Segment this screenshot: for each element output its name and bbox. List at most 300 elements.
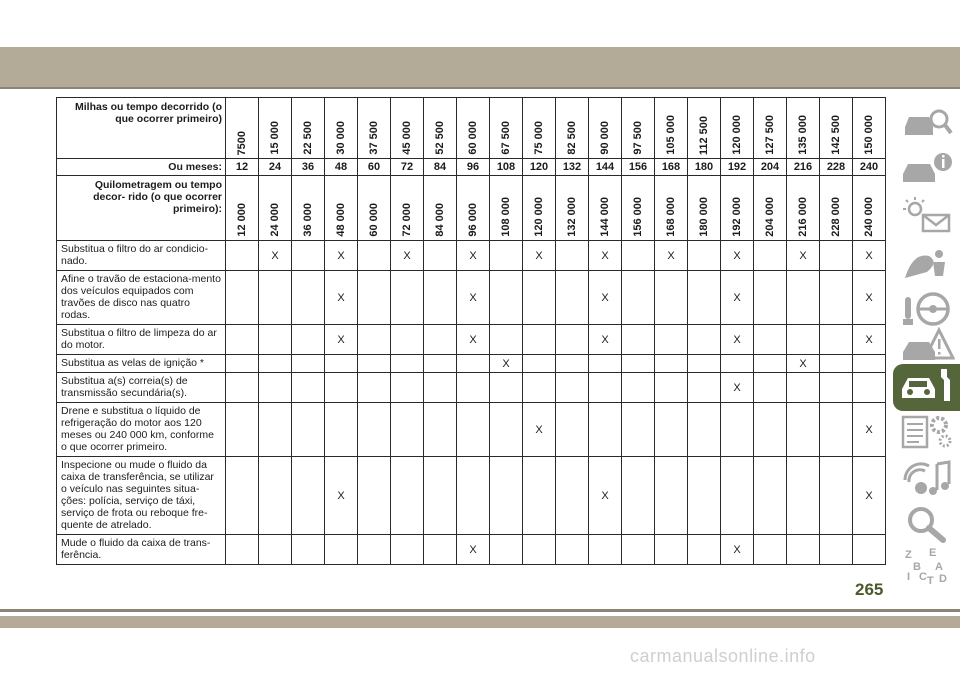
schedule-mark xyxy=(688,403,721,457)
bottom-decorative-band xyxy=(0,616,960,628)
schedule-mark xyxy=(754,457,787,535)
schedule-mark: X xyxy=(853,271,886,325)
schedule-mark: X xyxy=(589,271,622,325)
km-header-cell xyxy=(820,176,853,241)
schedule-mark xyxy=(226,355,259,373)
miles-value: 30 000 xyxy=(335,121,347,155)
km-value: 108 000 xyxy=(500,197,512,237)
schedule-mark xyxy=(424,457,457,535)
schedule-mark: X xyxy=(325,241,358,271)
km-value: 192 000 xyxy=(731,197,743,237)
km-value: 180 000 xyxy=(698,197,710,237)
km-value: 48 000 xyxy=(335,203,347,237)
top-decorative-band xyxy=(0,47,960,87)
svg-text:I: I xyxy=(906,571,910,583)
schedule-mark xyxy=(391,271,424,325)
schedule-mark xyxy=(424,403,457,457)
specifications-icon xyxy=(899,411,955,456)
schedule-mark xyxy=(391,403,424,457)
schedule-mark xyxy=(457,355,490,373)
schedule-mark xyxy=(259,403,292,457)
months-value: 180 xyxy=(688,159,721,176)
schedule-mark xyxy=(490,403,523,457)
schedule-mark xyxy=(292,403,325,457)
sidebar-tab-airbag-safety[interactable] xyxy=(893,241,960,288)
miles-header-cell xyxy=(226,98,259,159)
km-value: 120 000 xyxy=(533,197,545,237)
task-description: Inspecione ou mude o fluido da caixa de transferência, se utilizar o veículo nas seguintes situa-ções: polícia, serviço de táxi, serviço de frota ou reboque fre-quente de atrelado. xyxy=(57,457,226,535)
car-service-icon xyxy=(899,365,955,410)
miles-header-cell xyxy=(655,98,688,159)
miles-header-cell xyxy=(688,98,721,159)
schedule-mark xyxy=(424,373,457,403)
miles-header-cell xyxy=(325,98,358,159)
schedule-mark xyxy=(853,535,886,565)
schedule-mark xyxy=(523,325,556,355)
miles-header-cell xyxy=(853,98,886,159)
sidebar-tab-search-index[interactable] xyxy=(893,503,960,550)
km-value: 216 000 xyxy=(797,197,809,237)
schedule-mark xyxy=(424,325,457,355)
miles-value: 45 000 xyxy=(401,121,413,155)
svg-text:T: T xyxy=(926,575,934,586)
schedule-mark xyxy=(457,403,490,457)
schedule-mark xyxy=(325,355,358,373)
maintenance-schedule-table xyxy=(56,97,886,565)
schedule-mark xyxy=(259,325,292,355)
schedule-mark xyxy=(325,535,358,565)
miles-header-cell xyxy=(589,98,622,159)
months-value: 108 xyxy=(490,159,523,176)
schedule-mark xyxy=(820,535,853,565)
miles-value: 7500 xyxy=(236,130,248,155)
km-header-label: Quilometragem ou tempo decor- rido (o que ocorrer primeiro): xyxy=(57,176,226,241)
sidebar-tab-specifications[interactable] xyxy=(893,410,960,457)
schedule-mark xyxy=(292,457,325,535)
km-header-cell xyxy=(853,176,886,241)
km-header-cell xyxy=(622,176,655,241)
schedule-mark: X xyxy=(325,271,358,325)
schedule-mark: X xyxy=(721,241,754,271)
airbag-safety-icon xyxy=(899,242,955,287)
km-header-cell xyxy=(688,176,721,241)
sidebar-tab-car-inspection[interactable] xyxy=(893,100,960,147)
schedule-mark xyxy=(259,355,292,373)
km-header-cell xyxy=(655,176,688,241)
months-value: 48 xyxy=(325,159,358,176)
task-row xyxy=(57,271,886,325)
schedule-mark xyxy=(787,325,820,355)
schedule-mark: X xyxy=(853,241,886,271)
schedule-mark: X xyxy=(325,325,358,355)
schedule-mark xyxy=(655,535,688,565)
schedule-mark xyxy=(391,457,424,535)
schedule-mark xyxy=(688,271,721,325)
miles-value: 127 500 xyxy=(764,115,776,155)
schedule-mark xyxy=(391,325,424,355)
km-value: 96 000 xyxy=(467,203,479,237)
sidebar-tab-multimedia[interactable] xyxy=(893,457,960,504)
task-row xyxy=(57,355,886,373)
schedule-mark xyxy=(688,457,721,535)
km-header-cell xyxy=(490,176,523,241)
search-index-icon xyxy=(899,504,955,549)
miles-value: 90 000 xyxy=(599,121,611,155)
schedule-mark xyxy=(754,373,787,403)
schedule-mark xyxy=(292,271,325,325)
schedule-mark xyxy=(358,457,391,535)
months-value: 228 xyxy=(820,159,853,176)
km-value: 168 000 xyxy=(665,197,677,237)
schedule-mark: X xyxy=(457,271,490,325)
schedule-mark xyxy=(457,457,490,535)
months-row xyxy=(57,159,886,176)
schedule-mark: X xyxy=(655,241,688,271)
schedule-mark xyxy=(556,535,589,565)
km-header-cell xyxy=(754,176,787,241)
km-header-cell xyxy=(787,176,820,241)
km-value: 132 000 xyxy=(566,197,578,237)
schedule-mark xyxy=(424,271,457,325)
miles-value: 67 500 xyxy=(500,121,512,155)
schedule-mark xyxy=(226,403,259,457)
schedule-mark xyxy=(358,271,391,325)
miles-value: 112 500 xyxy=(698,115,710,155)
km-header-cell xyxy=(424,176,457,241)
miles-header-cell xyxy=(424,98,457,159)
miles-header-cell xyxy=(358,98,391,159)
task-description: Substitua a(s) correia(s) de transmissão secundária(s). xyxy=(57,373,226,403)
km-header-cell xyxy=(589,176,622,241)
task-description: Drene e substitua o líquido de refrigeração do motor aos 120 meses ou 240 000 km, conforme o que ocorrer primeiro. xyxy=(57,403,226,457)
schedule-mark xyxy=(754,355,787,373)
schedule-mark: X xyxy=(457,325,490,355)
schedule-mark xyxy=(853,355,886,373)
miles-header-row xyxy=(57,98,886,159)
km-value: 72 000 xyxy=(401,203,413,237)
task-row xyxy=(57,535,886,565)
schedule-mark xyxy=(292,373,325,403)
km-header-cell xyxy=(358,176,391,241)
km-header-cell xyxy=(556,176,589,241)
km-header-cell xyxy=(523,176,556,241)
miles-header-cell xyxy=(556,98,589,159)
months-value: 24 xyxy=(259,159,292,176)
schedule-mark xyxy=(622,457,655,535)
schedule-mark xyxy=(424,535,457,565)
schedule-mark xyxy=(721,457,754,535)
km-header-cell xyxy=(325,176,358,241)
svg-text:A: A xyxy=(934,561,943,573)
schedule-mark: X xyxy=(721,325,754,355)
schedule-mark xyxy=(787,373,820,403)
miles-value: 82 500 xyxy=(566,121,578,155)
task-description: Afine o travão de estaciona-mento dos veículos equipados com travões de disco nas quatro rodas. xyxy=(57,271,226,325)
miles-value: 97 500 xyxy=(632,121,644,155)
miles-value: 135 000 xyxy=(797,115,809,155)
sidebar-tab-warning-lights[interactable] xyxy=(893,194,960,241)
months-value: 12 xyxy=(226,159,259,176)
schedule-mark xyxy=(820,457,853,535)
schedule-mark xyxy=(259,271,292,325)
schedule-mark: X xyxy=(589,325,622,355)
schedule-mark xyxy=(655,373,688,403)
schedule-mark: X xyxy=(721,373,754,403)
schedule-mark xyxy=(490,373,523,403)
task-row xyxy=(57,403,886,457)
car-info-icon xyxy=(899,148,955,193)
schedule-mark xyxy=(655,355,688,373)
miles-header-cell xyxy=(391,98,424,159)
schedule-mark xyxy=(358,325,391,355)
svg-text:D: D xyxy=(938,573,947,585)
schedule-mark xyxy=(622,535,655,565)
schedule-mark: X xyxy=(853,403,886,457)
schedule-mark: X xyxy=(523,403,556,457)
schedule-mark: X xyxy=(457,535,490,565)
schedule-mark xyxy=(820,355,853,373)
km-value: 144 000 xyxy=(599,197,611,237)
schedule-mark xyxy=(622,355,655,373)
months-value: 72 xyxy=(391,159,424,176)
schedule-mark xyxy=(391,355,424,373)
watermark: carmanualsonline.info xyxy=(630,646,816,666)
sidebar-tab-emergency-car[interactable] xyxy=(893,323,960,370)
schedule-mark xyxy=(655,403,688,457)
schedule-mark xyxy=(523,355,556,373)
schedule-mark xyxy=(226,241,259,271)
task-row xyxy=(57,457,886,535)
km-value: 84 000 xyxy=(434,203,446,237)
task-row xyxy=(57,325,886,355)
sidebar-tab-car-service[interactable] xyxy=(893,364,960,411)
miles-header-cell xyxy=(292,98,325,159)
months-value: 120 xyxy=(523,159,556,176)
task-description: Substitua as velas de ignição * xyxy=(57,355,226,373)
schedule-mark xyxy=(358,373,391,403)
schedule-mark xyxy=(556,457,589,535)
schedule-mark xyxy=(523,373,556,403)
schedule-mark: X xyxy=(259,241,292,271)
schedule-mark xyxy=(292,535,325,565)
sidebar-tab-car-info[interactable] xyxy=(893,147,960,194)
months-value: 96 xyxy=(457,159,490,176)
multimedia-icon xyxy=(899,458,955,503)
schedule-mark xyxy=(556,241,589,271)
schedule-mark xyxy=(358,241,391,271)
schedule-mark: X xyxy=(721,535,754,565)
schedule-mark xyxy=(688,373,721,403)
schedule-mark xyxy=(490,457,523,535)
schedule-mark xyxy=(259,535,292,565)
svg-text:Z: Z xyxy=(904,549,912,561)
miles-value: 52 500 xyxy=(434,121,446,155)
schedule-mark xyxy=(589,403,622,457)
schedule-mark xyxy=(424,355,457,373)
schedule-mark xyxy=(622,403,655,457)
schedule-mark: X xyxy=(721,271,754,325)
schedule-mark xyxy=(226,457,259,535)
schedule-mark xyxy=(820,403,853,457)
schedule-mark xyxy=(655,271,688,325)
schedule-mark: X xyxy=(853,457,886,535)
schedule-mark xyxy=(754,241,787,271)
months-value: 84 xyxy=(424,159,457,176)
svg-text:E: E xyxy=(928,547,936,559)
schedule-mark xyxy=(820,271,853,325)
miles-header-cell xyxy=(490,98,523,159)
schedule-mark: X xyxy=(787,355,820,373)
miles-value: 15 000 xyxy=(269,121,281,155)
km-header-cell xyxy=(259,176,292,241)
schedule-mark xyxy=(754,535,787,565)
miles-header-cell xyxy=(721,98,754,159)
sidebar-tab-alphabet-index[interactable] xyxy=(893,545,960,592)
schedule-mark xyxy=(358,355,391,373)
miles-header-cell xyxy=(523,98,556,159)
km-value: 156 000 xyxy=(632,197,644,237)
miles-value: 60 000 xyxy=(467,121,479,155)
miles-value: 22 500 xyxy=(302,121,314,155)
schedule-mark xyxy=(589,355,622,373)
schedule-mark xyxy=(490,535,523,565)
emergency-car-icon xyxy=(899,324,955,369)
months-value: 204 xyxy=(754,159,787,176)
schedule-mark xyxy=(292,241,325,271)
km-header-row xyxy=(57,176,886,241)
task-description: Substitua o filtro de limpeza do ar do motor. xyxy=(57,325,226,355)
schedule-mark xyxy=(523,271,556,325)
svg-text:B: B xyxy=(912,561,921,573)
months-value: 216 xyxy=(787,159,820,176)
months-value: 132 xyxy=(556,159,589,176)
km-header-cell xyxy=(226,176,259,241)
schedule-mark xyxy=(688,355,721,373)
months-value: 192 xyxy=(721,159,754,176)
miles-value: 142 500 xyxy=(830,115,842,155)
top-rule xyxy=(0,87,960,89)
km-header-cell xyxy=(721,176,754,241)
schedule-mark xyxy=(226,271,259,325)
schedule-mark xyxy=(391,373,424,403)
schedule-mark: X xyxy=(787,241,820,271)
km-header-cell xyxy=(391,176,424,241)
schedule-mark xyxy=(457,373,490,403)
km-header-cell xyxy=(292,176,325,241)
miles-header-cell xyxy=(820,98,853,159)
schedule-mark xyxy=(226,373,259,403)
km-value: 228 000 xyxy=(830,197,842,237)
schedule-mark xyxy=(589,373,622,403)
miles-value: 120 000 xyxy=(731,115,743,155)
km-value: 12 000 xyxy=(236,203,248,237)
schedule-mark xyxy=(358,535,391,565)
schedule-mark xyxy=(490,271,523,325)
km-value: 240 000 xyxy=(863,197,875,237)
schedule-mark xyxy=(655,325,688,355)
km-header-cell xyxy=(457,176,490,241)
schedule-mark xyxy=(754,403,787,457)
schedule-mark xyxy=(292,355,325,373)
miles-value: 150 000 xyxy=(863,115,875,155)
schedule-mark xyxy=(292,325,325,355)
schedule-mark xyxy=(655,457,688,535)
schedule-mark: X xyxy=(457,241,490,271)
schedule-mark xyxy=(622,325,655,355)
schedule-mark xyxy=(622,271,655,325)
schedule-mark: X xyxy=(391,241,424,271)
schedule-mark xyxy=(787,271,820,325)
svg-text:C: C xyxy=(918,571,927,583)
task-description: Substitua o filtro do ar condicio-nado. xyxy=(57,241,226,271)
schedule-mark xyxy=(754,271,787,325)
schedule-mark xyxy=(787,457,820,535)
miles-value: 105 000 xyxy=(665,115,677,155)
schedule-mark xyxy=(424,241,457,271)
schedule-mark: X xyxy=(490,355,523,373)
schedule-mark xyxy=(589,535,622,565)
schedule-mark xyxy=(358,403,391,457)
miles-value: 37 500 xyxy=(368,121,380,155)
schedule-mark: X xyxy=(589,241,622,271)
task-row xyxy=(57,373,886,403)
schedule-mark xyxy=(490,325,523,355)
schedule-mark xyxy=(259,373,292,403)
schedule-mark xyxy=(556,403,589,457)
schedule-mark xyxy=(820,373,853,403)
warning-lights-icon xyxy=(899,195,955,240)
schedule-mark xyxy=(721,355,754,373)
km-value: 60 000 xyxy=(368,203,380,237)
bottom-rule xyxy=(0,609,960,612)
task-description: Mude o fluido da caixa de trans-ferência. xyxy=(57,535,226,565)
schedule-mark xyxy=(820,325,853,355)
miles-header-cell xyxy=(787,98,820,159)
schedule-mark xyxy=(787,403,820,457)
schedule-mark xyxy=(523,535,556,565)
schedule-mark xyxy=(556,325,589,355)
km-value: 36 000 xyxy=(302,203,314,237)
schedule-mark xyxy=(688,535,721,565)
miles-header-label: Milhas ou tempo decorrido (o que ocorrer primeiro) xyxy=(57,98,226,159)
schedule-mark xyxy=(787,535,820,565)
miles-value: 75 000 xyxy=(533,121,545,155)
schedule-mark xyxy=(754,325,787,355)
schedule-mark xyxy=(325,373,358,403)
schedule-mark xyxy=(556,373,589,403)
schedule-mark xyxy=(556,271,589,325)
schedule-mark: X xyxy=(325,457,358,535)
schedule-mark xyxy=(721,403,754,457)
schedule-mark xyxy=(820,241,853,271)
schedule-mark xyxy=(622,373,655,403)
schedule-mark xyxy=(259,457,292,535)
months-value: 168 xyxy=(655,159,688,176)
schedule-mark xyxy=(226,325,259,355)
months-label: Ou meses: xyxy=(57,159,226,176)
schedule-mark xyxy=(490,241,523,271)
miles-header-cell xyxy=(259,98,292,159)
schedule-mark xyxy=(391,535,424,565)
months-value: 144 xyxy=(589,159,622,176)
months-value: 156 xyxy=(622,159,655,176)
schedule-mark xyxy=(523,457,556,535)
schedule-mark xyxy=(688,325,721,355)
schedule-mark xyxy=(688,241,721,271)
km-value: 24 000 xyxy=(269,203,281,237)
schedule-mark: X xyxy=(589,457,622,535)
schedule-mark: X xyxy=(523,241,556,271)
